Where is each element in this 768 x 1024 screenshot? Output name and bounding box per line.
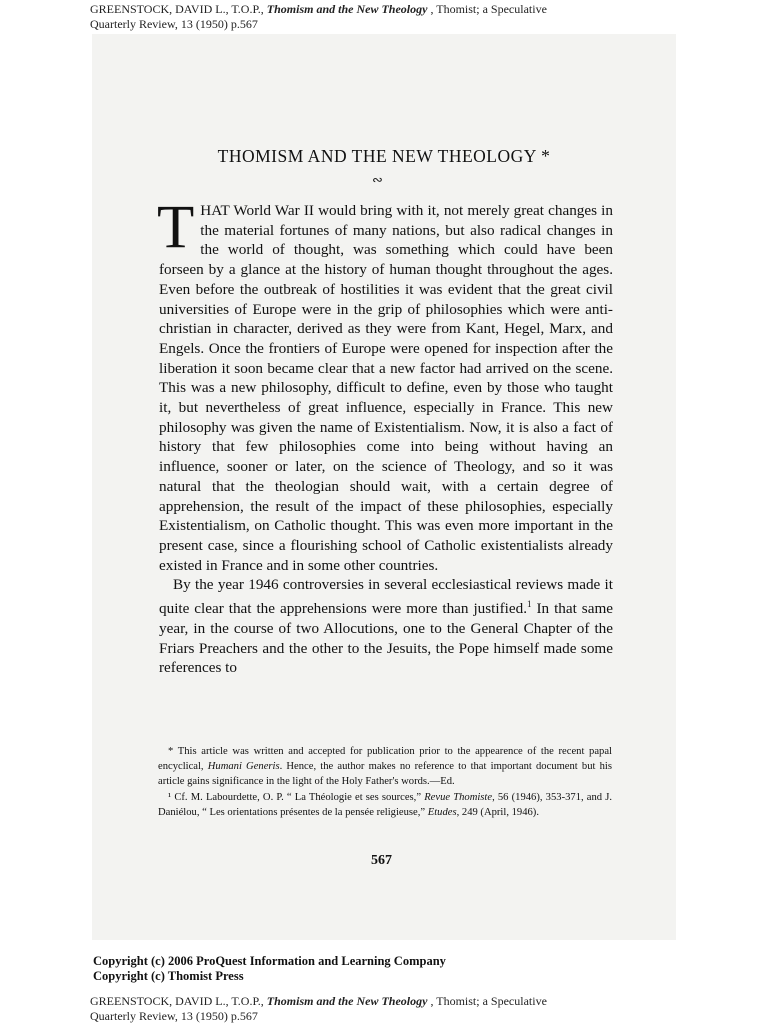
copyright-line-2: Copyright (c) Thomist Press [93,969,244,983]
footnote-star-text-a: * This article was written and accepted for publication prior to the appearence of the recent papal encyclical, [158,746,612,773]
article-title: THOMISM AND THE NEW THEOLOGY * [217,146,551,166]
footnote-1-text-b: , 56 (1946), 353-371, and J. Daniélou, “ Les orientations présentes de la pensée religieuse,” [158,791,613,818]
paragraph-1 [157,194,613,575]
paragraph-1-text: HAT World War II would bring with it, not merely great changes in the material fortunes of many nations, but also radical changes in the world of thought, was something which could have been forseen by a glance at the history of human thought throughout the ages. Even before the outbreak of hostilities it was evident that the great civil universities of Europe were in the grip of philosophies which were anti-christian in character, derived as they were from Kant, Hegel, Marx, and Engels. Once the frontiers of Europe were opened for inspection after the liberation it soon became clear that a new factor had arrived on the scene. This was a new philosophy, difficult to define, even by those who taught it, but nevertheless of great influence, especially in France. This new philosophy was given the name of Existentialism. Now, it is also a fact of history that few philosophies come into being without having an influence, sooner or later, on the science of Theology, and so it was natural that the theologian should wait, with a certain degree of apprehension, the result of the impact of these philosophies, especially Existentialism, on Catholic thought. This was even more important in the present case, since a flourishing school of Catholic existentialists already existed in France and in some other countries. [159,202,613,574]
copyright-line-1: Copyright (c) 2006 ProQuest Information and Learning Company [93,954,446,968]
paragraph-2-text-b: In that same year, in the course of two Allocutions, one to the General Chapter of the Friars Preachers and the other to the Jesuits, the Pope himself made some references to [159,600,613,677]
citation-author: GREENSTOCK, DAVID L., T.O.P., [90,2,267,16]
footer-rest-line1: , Thomist; a Speculative [427,994,547,1008]
ornament-icon: ∾ [372,172,383,187]
paragraph-2-text-a: By the year 1946 controversies in several ecclesiastical reviews made it quite clear that the apprehensions were more than justified. [159,576,613,618]
copyright-notice [93,954,446,984]
footnote-1-italic-1: Revue Thomiste [424,791,493,803]
footnote-star-italic: Humani Generis [207,761,280,773]
page-number: 567 [371,853,392,868]
footnote-star [158,744,612,790]
footnote-ref-1: 1 [527,599,532,610]
citation-rest-line2: Quarterly Review, 13 (1950) p.567 [90,17,258,31]
footnote-1 [158,790,612,820]
footer-rest-line2: Quarterly Review, 13 (1950) p.567 [90,1009,258,1023]
footnotes [158,744,612,820]
citation-rest-line1: , Thomist; a Speculative [427,2,547,16]
citation-footer [90,994,750,1024]
footnote-star-text-b: . Hence, the author makes no reference to that important document but his article gains significance in the light of the Holy Father's words.—Ed. [158,761,612,788]
footnote-1-text-c: , 249 (April, 1946). [456,806,539,818]
citation-article-title: Thomism and the New Theology [266,2,428,16]
footer-author: GREENSTOCK, DAVID L., T.O.P., [90,994,267,1008]
footer-article-title: Thomism and the New Theology [266,994,428,1008]
drop-cap: T [157,194,195,261]
article-body [157,194,613,678]
paragraph-2 [159,575,613,678]
citation-header [90,2,750,32]
footnote-1-italic-2: Etudes [427,806,457,818]
footnote-1-text-a: ¹ Cf. M. Labourdette, O. P. “ La Théologie et ses sources,” [168,791,425,803]
